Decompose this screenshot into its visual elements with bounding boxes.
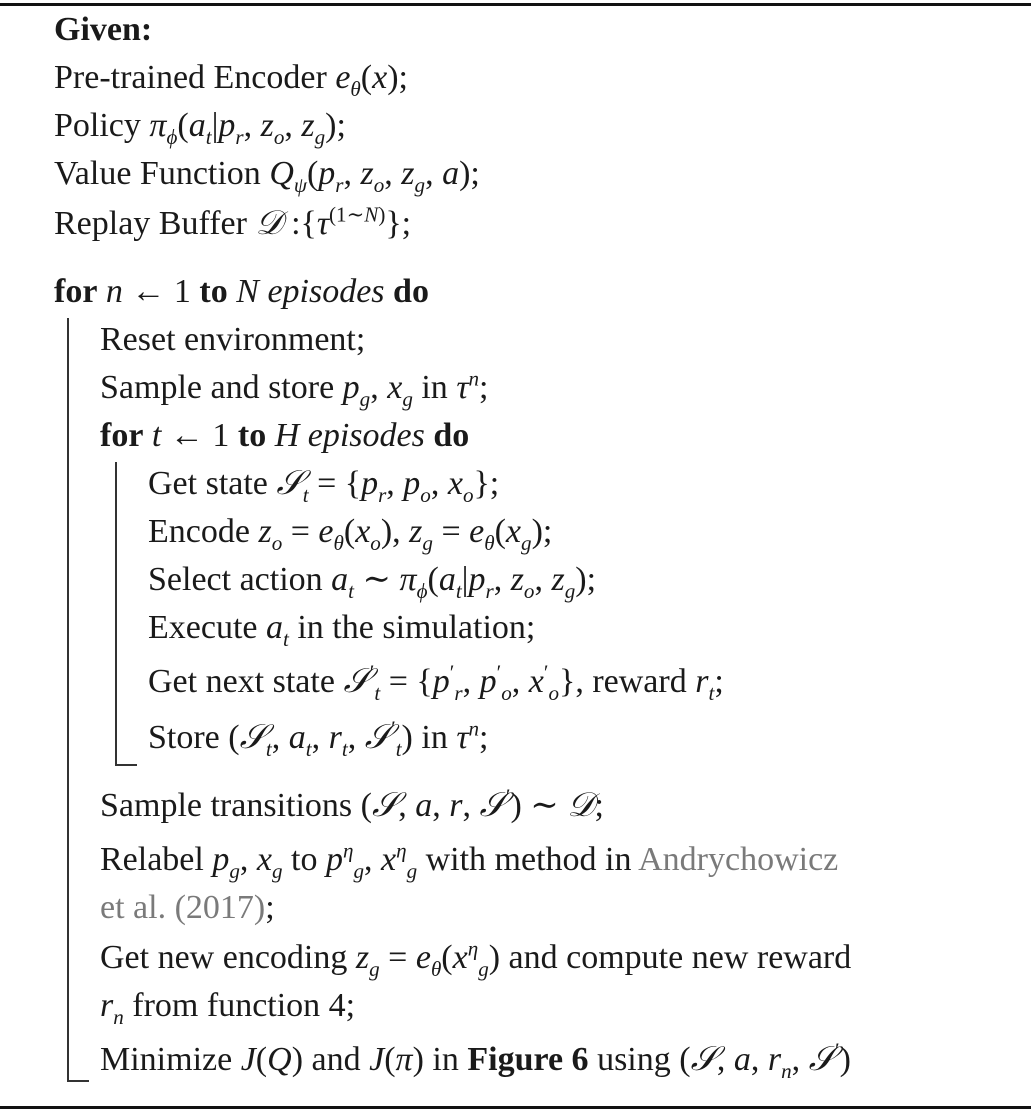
given-heading: Given: [54, 11, 153, 48]
given-value-function: Value Function $Q_\psi(p_r$, $z_o$, $z_g$, a); [54, 155, 480, 197]
inner-step-select-action: Select action $a_t$ ∼ $\pi_\phi(a_t|p_r$, $z_o$, $z_g$); [148, 561, 597, 603]
figure-ref[interactable]: Figure 6 [467, 1041, 589, 1078]
bottom-rule [0, 1106, 1031, 1109]
outer-for-header: for n ← 1 to N episodes do [54, 273, 429, 310]
step-reset: Reset environment; [100, 321, 366, 358]
top-rule [0, 3, 1031, 6]
step-relabel: Relabel $p_g$, $x_g$ to $p^\eta_g$, $x^\eta_g$ with method in Andrychowicz [100, 838, 839, 883]
inner-loop-scope-bar [115, 462, 117, 766]
step-sample-store: Sample and store $p_g$, $x_g$ in $\tau^n$; [100, 366, 489, 411]
step-relabel-continuation: et al. (2017); [100, 889, 275, 926]
step-minimize: Minimize J(Q) and J(π) in Figure 6 using (𝒮, a, $r_n$, 𝒮′) [100, 1038, 851, 1083]
inner-for-header: for t ← 1 to H episodes do [100, 417, 470, 454]
citation-link[interactable]: Andrychowicz [638, 841, 839, 878]
outer-loop-scope-end [67, 1080, 89, 1082]
given-replay-buffer: Replay Buffer 𝒟 $:\{\tau^{(1\sim N)}\}$; [54, 202, 412, 242]
inner-loop-scope-end [115, 764, 137, 766]
step-new-reward: $r_n$ from function 4; [100, 987, 356, 1029]
outer-loop-scope-bar [67, 318, 69, 1082]
inner-step-next-state: Get next state 𝒮′$_t$ = {$p'_r$, $p'_o$, $x'_o$}, reward $r_t$; [148, 660, 724, 705]
given-encoder: Pre-trained Encoder $e_\theta(x)$; [54, 59, 408, 101]
step-sample-transitions: Sample transitions (𝒮, a, r, 𝒮′) ∼ 𝒟; [100, 784, 604, 824]
inner-step-get-state: Get state 𝒮$_t$ = {$p_r$, $p_o$, $x_o$}; [148, 465, 500, 507]
step-new-encoding: Get new encoding $z_g = e_\theta(x^\eta_g)$ and compute new reward [100, 936, 852, 981]
given-policy: Policy $\pi_\phi(a_t|p_r$, $z_o$, $z_g$); [54, 107, 346, 149]
inner-step-execute: Execute $a_t$ in the simulation; [148, 609, 536, 651]
inner-step-store: Store (𝒮$_t$, $a_t$, $r_t$, 𝒮′$_t$) in $\tau^n$; [148, 716, 489, 761]
inner-step-encode: Encode $z_o = e_\theta(x_o)$, $z_g = e_\theta(x_g)$; [148, 513, 553, 555]
citation-link-continued[interactable]: et al. (2017) [100, 889, 266, 926]
